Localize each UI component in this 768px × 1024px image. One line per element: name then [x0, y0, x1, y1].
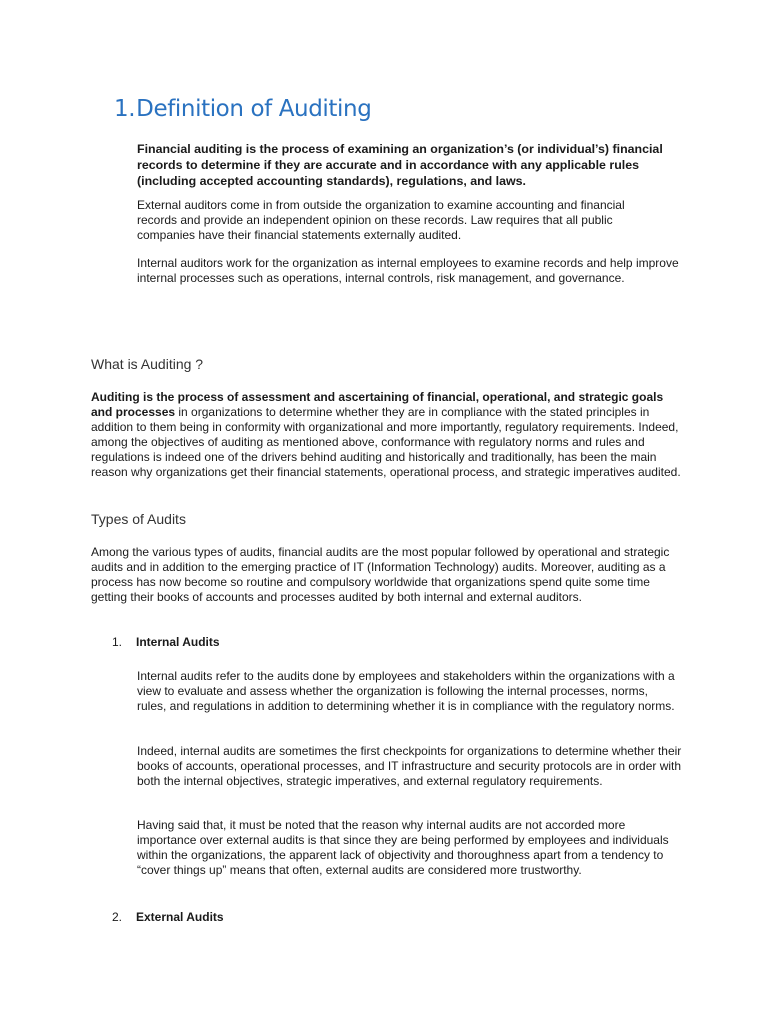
what-is-auditing-paragraph — [91, 390, 681, 480]
types-intro-paragraph: Among the various types of audits, financial audits are the most popular followed by operational and strategic audits and in addition to the emerging practice of IT (Information Technology) audits. Moreover, auditing as a process has now become so routine and compulsory worldwide that organizations spend quite some time getting their books of accounts and processes audited by both internal and external auditors. — [91, 545, 670, 604]
intro-bold-paragraph: Financial auditing is the process of examining an organization’s (or individual’s) financial records to determine if they are accurate and in accordance with any applicable rules (including accepted accounting standards), regulations, and laws. — [137, 142, 663, 188]
list-title: External Audits — [136, 910, 224, 924]
external-auditors-paragraph: External auditors come in from outside the organization to examine accounting and financial records and provide an independent opinion on these records. Law requires that all public companies have their financial statements externally audited. — [137, 198, 625, 242]
what-is-auditing-heading: What is Auditing ? — [91, 356, 204, 372]
section-heading — [114, 96, 371, 122]
types-of-audits-heading: Types of Audits — [91, 511, 186, 527]
internal-audits-paragraph-3: Having said that, it must be noted that the reason why internal audits are not accorded more importance over external audits is that since they are being performed by employees and individuals within the organizations, the apparent lack of objectivity and thoroughness apart from a tendency to “cover things up” means that often, external audits are considered more trustworthy. — [137, 818, 669, 877]
what-is-auditing-bold: Auditing is the process of assessment and ascertaining of financial, operational, and strategic goals and processes — [91, 390, 664, 419]
what-is-auditing-rest: in organizations to determine whether they are in compliance with the stated principles in addition to them being in conformity with organizational and more importantly, regulatory requirements. Indeed, among the objectives of auditing as mentioned above, conformance with regulatory norms and rules and regulations is indeed one of the drivers behind auditing and historically and traditionally, has been the main reason why organizations get their financial statements, operational process, and strategic imperatives audited. — [91, 405, 681, 479]
internal-audits-paragraph-2: Indeed, internal audits are sometimes the first checkpoints for organizations to determine whether their books of accounts, operational processes, and IT infrastructure and security protocols are in order with both the internal objectives, strategic imperatives, and external regulatory requirements. — [137, 744, 682, 788]
internal-auditors-paragraph: Internal auditors work for the organization as internal employees to examine records and help improve internal processes such as operations, internal controls, risk management, and governance. — [137, 256, 679, 285]
list-title: Internal Audits — [136, 635, 220, 649]
internal-audits-paragraph-1: Internal audits refer to the audits done by employees and stakeholders within the organizations with a view to evaluate and assess whether the organization is following the internal processes, norms, rules, and regulations in addition to determining whether it is in compliance with the regulatory norms. — [137, 669, 675, 713]
list-number: 1. — [112, 635, 123, 649]
list-item-external-audits — [112, 910, 224, 924]
list-item-internal-audits — [112, 635, 220, 649]
section-title: Definition of Auditing — [136, 96, 372, 122]
list-number: 2. — [112, 910, 123, 924]
section-number: 1. — [114, 96, 136, 122]
